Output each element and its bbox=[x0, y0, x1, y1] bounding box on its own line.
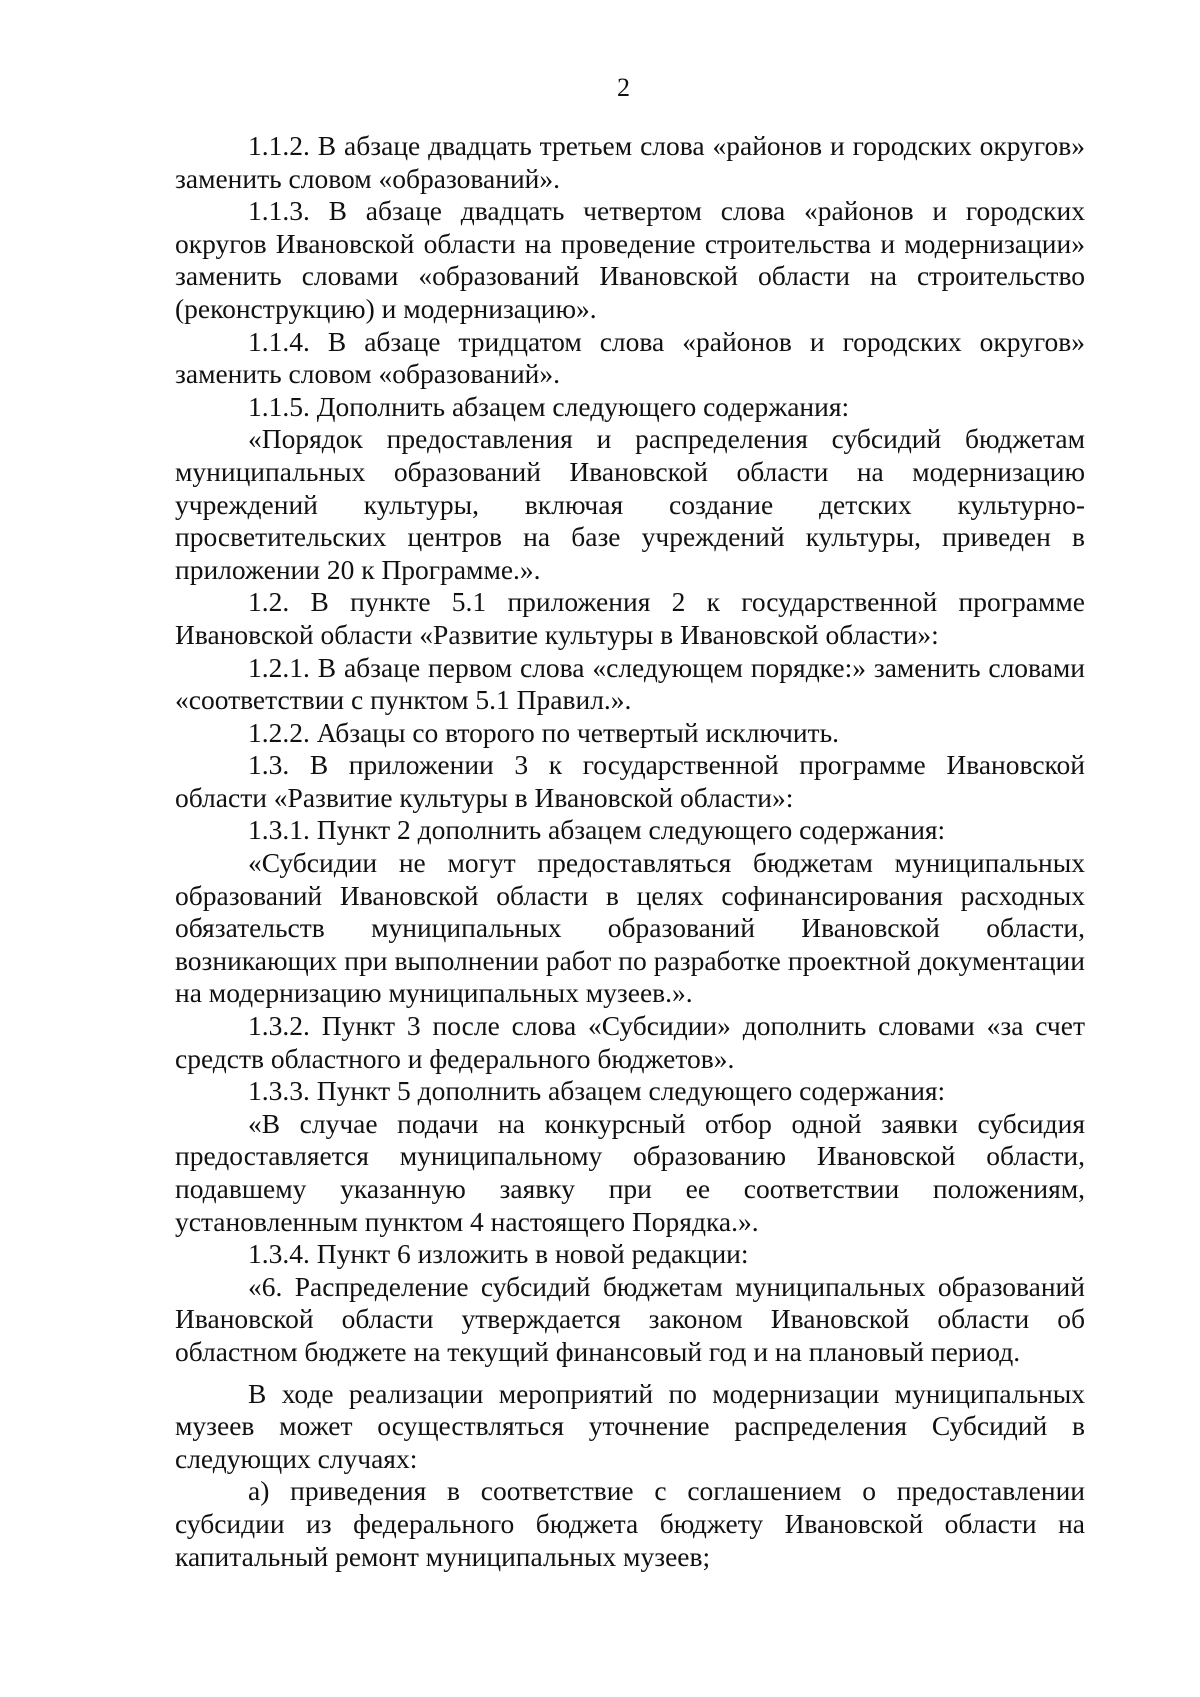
paragraph-1-3-3: 1.3.3. Пункт 5 дополнить абзацем следующего содержания: bbox=[248, 1075, 946, 1107]
paragraph-1-3: 1.3. В приложении 3 к государственной программе Ивановской области «Развитие культуры в Ивановской области»: bbox=[175, 749, 1085, 813]
paragraph-1-2: 1.2. В пункте 5.1 приложения 2 к государственной программе Ивановской области «Развитие культуры в Ивановской области»: bbox=[175, 586, 1085, 650]
paragraph-1-1-2: 1.1.2. В абзаце двадцать третьем слова «районов и городских округов» заменить словом «образований». bbox=[175, 130, 1085, 194]
paragraph-1-2-1: 1.2.1. В абзаце первом слова «следующем порядке:» заменить словами «соответствии с пунктом 5.1 Правил.». bbox=[175, 651, 1085, 716]
paragraph-1-3-4: 1.3.4. Пункт 6 изложить в новой редакции: bbox=[248, 1238, 749, 1270]
page-number: 2 bbox=[617, 73, 630, 102]
paragraph-utochnenie: В ходе реализации мероприятий по модернизации муниципальных музеев может осуществляться уточнение распределения Субсидий в следующих случаях: bbox=[175, 1377, 1085, 1474]
paragraph-quote-punkt-6: «6. Распределение субсидий бюджетам муниципальных образований Ивановской области утверждается законом Ивановской области об областном бюджете на текущий финансовый год и на плановый период. bbox=[175, 1270, 1085, 1367]
paragraph-1-3-1: 1.3.1. Пункт 2 дополнить абзацем следующего содержания: bbox=[248, 814, 946, 846]
document-body bbox=[175, 130, 1085, 1573]
paragraph-1-1-4: 1.1.4. В абзаце тридцатом слова «районов и городских округов» заменить словом «образований». bbox=[175, 325, 1085, 390]
paragraph-1-2-2: 1.2.2. Абзацы со второго по четвертый исключить. bbox=[248, 716, 839, 748]
paragraph-quote-poryadok: «Порядок предоставления и распределения субсидий бюджетам муниципальных образований Ивановской области на модернизацию учреждений культуры, включая создание детских культурно-просветительских центров на базе учреждений культуры, приведен в приложении 20 к Программе.». bbox=[175, 423, 1085, 585]
paragraph-1-1-5: 1.1.5. Дополнить абзацем следующего содержания: bbox=[248, 390, 850, 422]
paragraph-quote-subsidii: «Субсидии не могут предоставляться бюджетам муниципальных образований Ивановской области в целях софинансирования расходных обязательств муниципальных образований Ивановской области, возникающих при выполнении работ по разработке проектной документации на модернизацию муниципальных музеев.». bbox=[175, 847, 1085, 1009]
paragraph-1-3-2: 1.3.2. Пункт 3 после слова «Субсидии» дополнить словами «за счет средств областного и федерального бюджетов». bbox=[175, 1010, 1085, 1074]
paragraph-quote-konkurs: «В случае подачи на конкурсный отбор одной заявки субсидия предоставляется муниципальному образованию Ивановской области, подавшему указанную заявку при ее соответствии положениям, установленным пунктом 4 настоящего Порядка.». bbox=[175, 1107, 1085, 1237]
paragraph-item-a: а) приведения в соответствие с соглашением о предоставлении субсидии из федерального бюджета бюджету Ивановской области на капитальный ремонт муниципальных музеев; bbox=[175, 1475, 1085, 1572]
paragraph-1-1-3: 1.1.3. В абзаце двадцать четвертом слова «районов и городских округов Ивановской области на проведение строительства и модернизации» заменить словами «образований Ивановской области на строительство (реконструкцию) и модернизацию». bbox=[175, 195, 1085, 324]
